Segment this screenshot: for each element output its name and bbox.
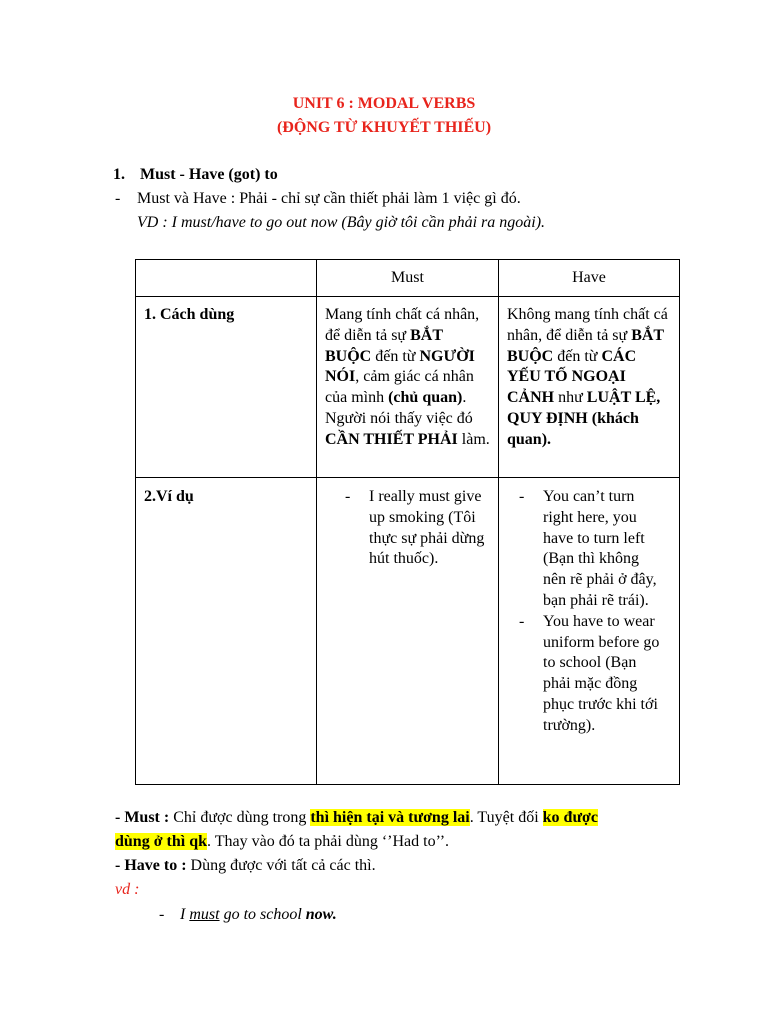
example-text: VD : I must/have to go out now (Bây giờ tôi cần phải ra ngoài). (137, 214, 546, 231)
bold-run: (chủ quan) (388, 389, 463, 407)
have-usage-text (499, 297, 679, 451)
text-run: Dùng được với tất cả các thì. (186, 857, 376, 874)
text-run: Mang tính chất cá nhân, để diễn tả sự (325, 306, 480, 344)
text-run: như (554, 389, 587, 407)
table-row-examples (136, 478, 680, 785)
text-run: Không mang tính chất cá nhân, để diễn tả sự (507, 306, 668, 344)
have-example-cell (499, 478, 680, 785)
section-number: 1. (113, 166, 125, 183)
must-note-line1 (115, 809, 598, 827)
table-header-row (136, 260, 680, 297)
must-note-label: - Must : (115, 809, 170, 826)
example-dash: - (159, 906, 165, 923)
list-item-text: You have to wear uniform before go to school (Bạn phải mặc đồng phục trước khi tới trường). (543, 612, 660, 734)
unit-title: UNIT 6 : MODAL VERBS (292, 95, 476, 112)
list-item-text: You can’t turn right here, you have to turn left (Bạn thì không nên rẽ phải ở đây, bạn phải rẽ trái). (543, 488, 657, 609)
text-run: Chỉ được dùng trong (169, 809, 311, 826)
table-header-empty (136, 260, 317, 297)
comparison-table (135, 259, 680, 785)
bold-run: BẮT BUỘC (325, 326, 443, 365)
text-run: . Thay vào đó ta phải dùng ‘’Had to’’. (207, 833, 450, 850)
must-note-line2 (115, 833, 449, 851)
must-example-list (345, 478, 489, 570)
text-run: đến từ (553, 347, 602, 365)
highlight-run: dùng ở thì qk (115, 833, 208, 850)
have-note (115, 857, 376, 875)
table-header-must: Must (317, 260, 499, 297)
have-note-label: - Have to : (115, 857, 187, 874)
table-row-usage (136, 297, 680, 478)
final-example (180, 906, 337, 924)
bullet-dash: - (115, 190, 121, 207)
text-run: làm. (457, 430, 490, 448)
section-heading: Must - Have (got) to (140, 166, 278, 183)
highlight-run: ko được (542, 809, 598, 826)
text-run: go to school (219, 906, 306, 923)
list-dash: - (519, 612, 525, 630)
have-usage-cell (499, 297, 680, 478)
table-header-have: Have (499, 260, 680, 297)
text-run: đến từ (371, 347, 420, 365)
list-dash: - (345, 488, 351, 505)
list-item (519, 612, 663, 737)
example-label: 2.Ví dụ (144, 488, 194, 505)
must-usage-cell (317, 297, 499, 478)
bold-run: LUẬT LỆ, QUY ĐỊNH (khách quan). (507, 389, 661, 448)
bold-run: NGƯỜI NÓI (325, 347, 475, 386)
bold-run: BẮT BUỘC (507, 326, 664, 365)
text-run: , cảm giác cá nhân của mình (325, 368, 474, 407)
have-example-list (519, 478, 663, 737)
unit-subtitle: (ĐỘNG TỪ KHUYẾT THIẾU) (276, 119, 492, 136)
text-run: . Tuyệt đối (469, 809, 543, 826)
highlight-run: thì hiện tại và tương lai (310, 809, 470, 826)
text-run: I (180, 906, 190, 923)
vd-label: vd : (115, 881, 140, 898)
bold-run: CẦN THIẾT PHẢI (325, 430, 458, 448)
usage-label-cell (136, 297, 317, 478)
bold-run: CÁC YẾU TỐ NGOẠI CẢNH (507, 347, 637, 407)
text-run: . Người nói thấy việc đó (325, 389, 473, 427)
list-item-text: I really must give up smoking (Tôi thực sự phải dừng hút thuốc). (369, 488, 485, 568)
usage-label: 1. Cách dùng (144, 306, 235, 323)
underline-run: must (189, 906, 220, 923)
example-label-cell (136, 478, 317, 785)
must-usage-text (317, 297, 498, 451)
must-example-cell (317, 478, 499, 785)
bold-run: now. (305, 906, 337, 923)
list-item (519, 487, 663, 612)
definition-text: Must và Have : Phải - chỉ sự cần thiết phải làm 1 việc gì đó. (137, 190, 521, 207)
list-item (345, 487, 489, 570)
list-dash: - (519, 488, 525, 505)
